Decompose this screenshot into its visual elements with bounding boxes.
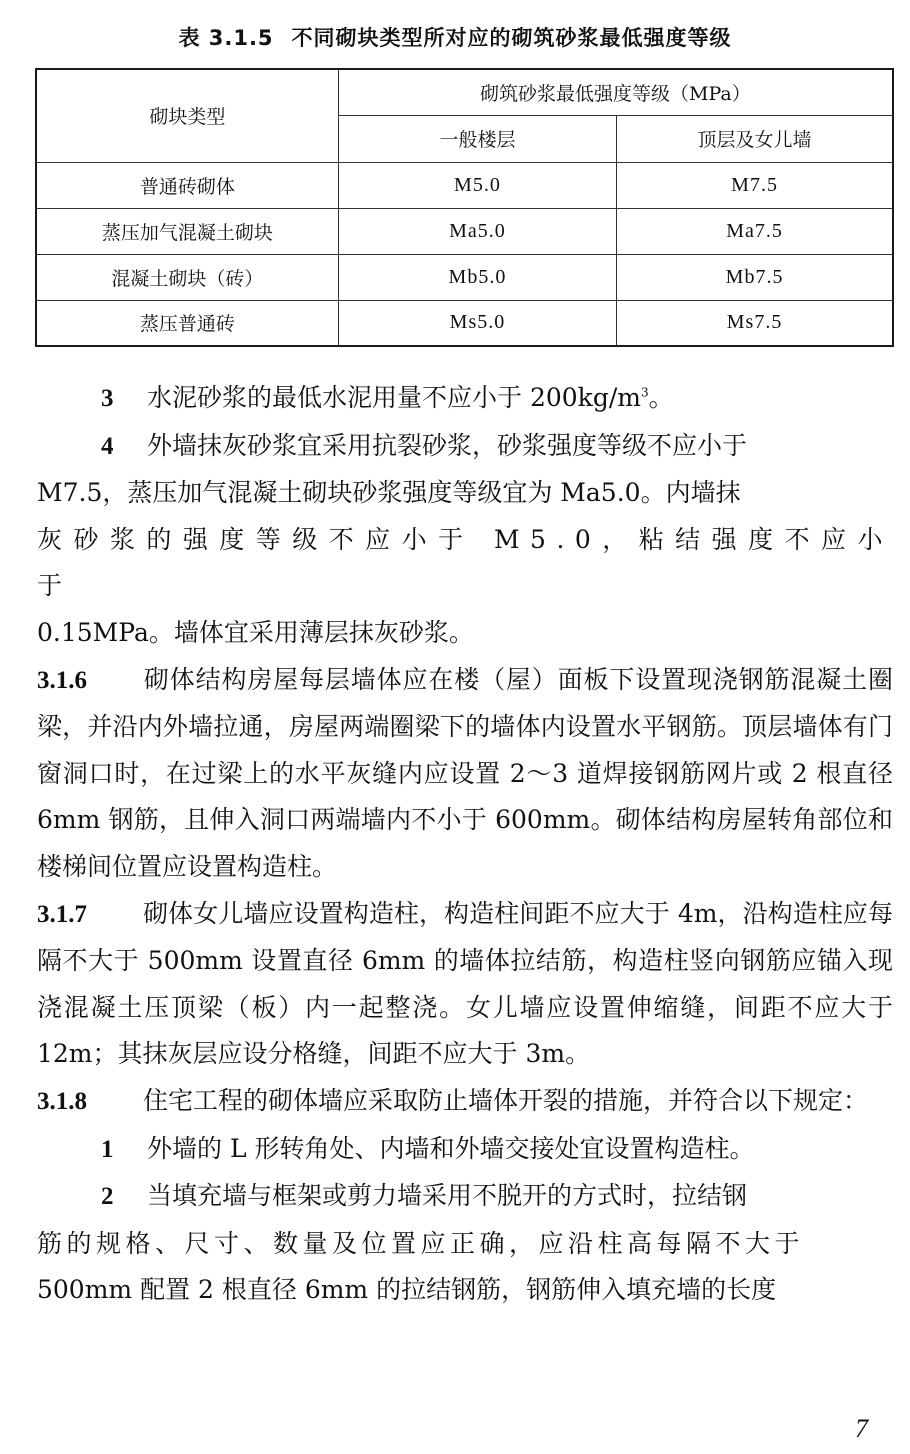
clause-3-1-8-item-2 [37,1173,893,1314]
body-text [37,375,893,1314]
item-line: 当填充墙与框架或剪力墙采用不脱开的方式时，拉结钢 [147,1181,748,1211]
item-line: 500mm 配置 2 根直径 6mm 的拉结钢筋，钢筋伸入填充墙的长度 [37,1275,777,1305]
cell-block-type: 蒸压普通砖 [36,300,338,346]
cell-block-type: 普通砖砌体 [36,162,338,208]
cell-general: Ma5.0 [338,208,616,254]
clause-3-1-8-item-1 [37,1126,893,1174]
table-row [36,254,893,300]
item-number: 1 [101,1135,114,1163]
clause-number: 3.1.7 [37,900,87,928]
clause-3-1-6 [37,657,893,891]
item-text: 水泥砂浆的最低水泥用量不应小于 200kg/m [147,383,641,412]
item-text-end: 。 [648,383,674,412]
item-number: 4 [101,432,114,460]
clause-text: 砌体结构房屋每层墙体应在楼（屋）面板下设置现浇钢筋混凝土圈梁，并沿内外墙拉通，房屋两端圈梁下的墙体内设置水平钢筋。顶层墙体有门窗洞口时，在过梁上的水平灰缝内应设置 2～3 道焊接钢筋网片或 2 根直径 6mm 钢筋，且伸入洞口两端墙内不小于 600mm。砌体结构房屋转角部位和楼梯间位置应设置构造柱。 [37,664,893,881]
cell-top: Mb7.5 [617,254,893,300]
item-text: 外墙的 L 形转角处、内墙和外墙交接处宜设置构造柱。 [147,1133,755,1163]
page-number: 7 [855,1414,868,1443]
cell-top: Ma7.5 [617,208,893,254]
item-3 [37,375,893,423]
cell-block-type: 混凝土砌块（砖） [36,254,338,300]
cell-general: Ms5.0 [338,300,616,346]
clause-text: 砌体女儿墙应设置构造柱，构造柱间距不应大于 4m，沿构造柱应每隔不大于 500mm 设置直径 6mm 的墙体拉结筋，构造柱竖向钢筋应锚入现浇混凝土压顶梁（板）内一起整浇。女儿墙应设置伸缩缝，间距不应大于 12m；其抹灰层应设分格缝，间距不应大于 3m。 [37,898,893,1069]
mortar-grade-table [35,68,894,347]
table-title: 不同砌块类型所对应的砌筑砂浆最低强度等级 [291,26,732,50]
clause-number: 3.1.6 [37,666,87,694]
header-general-floor: 一般楼层 [338,115,616,162]
cell-block-type: 蒸压加气混凝土砌块 [36,208,338,254]
cell-general: Mb5.0 [338,254,616,300]
superscript: 3 [640,385,649,400]
clause-3-1-8 [37,1078,893,1126]
header-block-type: 砌块类型 [36,69,338,162]
item-line: 灰砂浆的强度等级不应小于 M5.0，粘结强度不应小于 [37,524,893,601]
clause-number: 3.1.8 [37,1087,87,1115]
item-line: 外墙抹灰砂浆宜采用抗裂砂浆，砂浆强度等级不应小于 [147,430,748,460]
table-row [36,162,893,208]
table-row [36,300,893,346]
clause-text: 住宅工程的砌体墙应采取防止墙体开裂的措施，并符合以下规定： [143,1085,869,1115]
table-caption [0,22,910,54]
table-row [36,208,893,254]
item-line: 0.15MPa。墙体宜采用薄层抹灰砂浆。 [37,617,474,647]
table-number: 表 3.1.5 [178,26,274,50]
item-line: 筋的规格、尺寸、数量及位置应正确，应沿柱高每隔不大于 [37,1228,805,1258]
clause-3-1-7 [37,891,893,1078]
item-line: M7.5，蒸压加气混凝土砌块砂浆强度等级宜为 Ma5.0。内墙抹 [37,478,741,508]
table-header-row [36,69,893,115]
cell-top: M7.5 [617,162,893,208]
cell-general: M5.0 [338,162,616,208]
item-number: 3 [101,385,114,412]
header-grade-group: 砌筑砂浆最低强度等级（MPa） [338,69,893,115]
header-top-floor-parapet: 顶层及女儿墙 [617,115,893,162]
item-4 [37,423,893,657]
item-number: 2 [101,1183,114,1211]
cell-top: Ms7.5 [617,300,893,346]
